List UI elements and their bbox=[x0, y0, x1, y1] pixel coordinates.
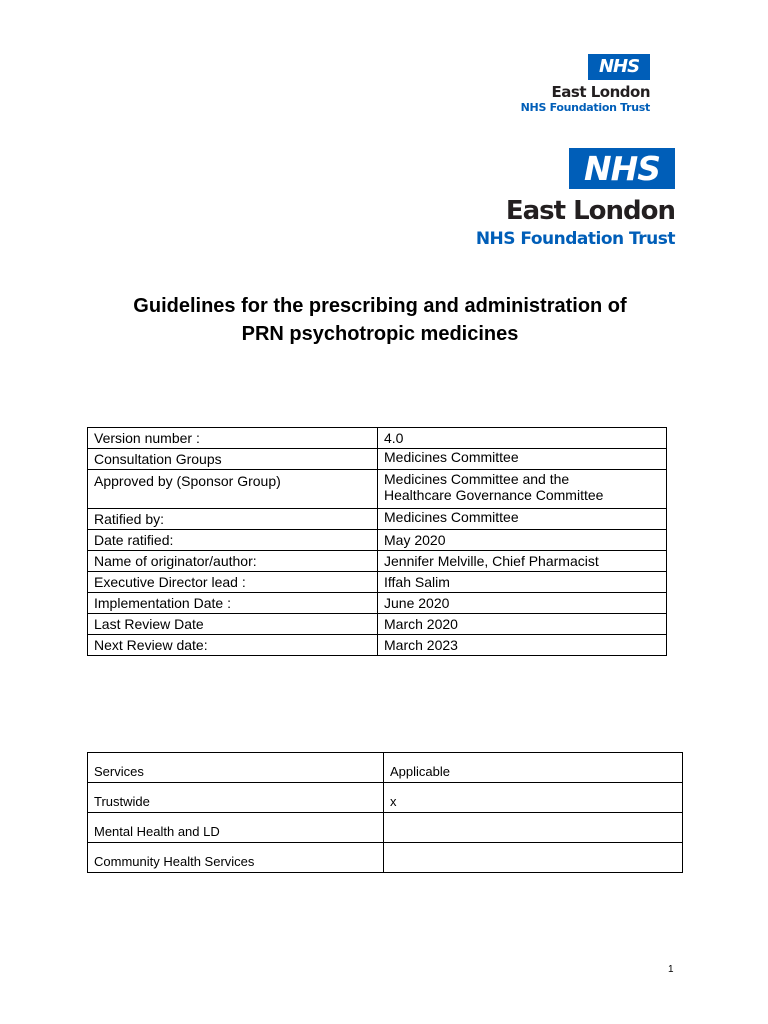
document-title-line-2: PRN psychotropic medicines bbox=[241, 323, 519, 345]
page-number: 1 bbox=[668, 964, 674, 975]
nhs-logo-box: NHS bbox=[569, 148, 675, 189]
table-row bbox=[88, 530, 667, 551]
column-header-applicable: Applicable bbox=[384, 753, 683, 783]
info-value: Iffah Salim bbox=[378, 572, 667, 593]
logo-org-name: East London bbox=[551, 83, 650, 101]
nhs-logo-small bbox=[521, 54, 650, 115]
info-label: Next Review date: bbox=[88, 635, 378, 656]
info-value: May 2020 bbox=[378, 530, 667, 551]
table-row bbox=[88, 783, 683, 813]
table-row bbox=[88, 428, 667, 449]
document-info-table bbox=[87, 427, 667, 656]
info-value bbox=[378, 470, 667, 509]
table-row bbox=[88, 449, 667, 470]
service-name: Community Health Services bbox=[88, 843, 384, 873]
column-header-services: Services bbox=[88, 753, 384, 783]
info-value: March 2020 bbox=[378, 614, 667, 635]
nhs-logo-large bbox=[476, 148, 675, 250]
table-header-row bbox=[88, 753, 683, 783]
info-value: 4.0 bbox=[378, 428, 667, 449]
info-value-line-1: Medicines Committee and the bbox=[384, 471, 570, 487]
table-row bbox=[88, 572, 667, 593]
logo-trust-name: NHS Foundation Trust bbox=[520, 101, 650, 114]
table-row bbox=[88, 635, 667, 656]
logo-org-name: East London bbox=[505, 196, 675, 226]
info-value: June 2020 bbox=[378, 593, 667, 614]
table-row bbox=[88, 551, 667, 572]
table-row bbox=[88, 470, 667, 509]
info-value: March 2023 bbox=[378, 635, 667, 656]
info-label: Name of originator/author: bbox=[88, 551, 378, 572]
info-value: Medicines Committee bbox=[378, 509, 667, 530]
info-value: Jennifer Melville, Chief Pharmacist bbox=[378, 551, 667, 572]
info-label: Executive Director lead : bbox=[88, 572, 378, 593]
document-title bbox=[60, 292, 700, 348]
info-label: Implementation Date : bbox=[88, 593, 378, 614]
info-label: Version number : bbox=[88, 428, 378, 449]
table-row bbox=[88, 509, 667, 530]
info-label: Consultation Groups bbox=[88, 449, 378, 470]
service-applicable bbox=[384, 843, 683, 873]
service-applicable: x bbox=[384, 783, 683, 813]
table-row bbox=[88, 843, 683, 873]
info-value: Medicines Committee bbox=[378, 449, 667, 470]
logo-trust-name: NHS Foundation Trust bbox=[475, 229, 675, 249]
table-row bbox=[88, 593, 667, 614]
service-name: Trustwide bbox=[88, 783, 384, 813]
service-applicable bbox=[384, 813, 683, 843]
info-label: Date ratified: bbox=[88, 530, 378, 551]
table-row bbox=[88, 813, 683, 843]
info-value-line-2: Healthcare Governance Committee bbox=[384, 487, 604, 503]
table-row bbox=[88, 614, 667, 635]
info-label: Ratified by: bbox=[88, 509, 378, 530]
info-label: Last Review Date bbox=[88, 614, 378, 635]
service-name: Mental Health and LD bbox=[88, 813, 384, 843]
nhs-logo-box: NHS bbox=[588, 54, 650, 80]
services-table bbox=[87, 752, 683, 873]
document-title-line-1: Guidelines for the prescribing and administration of bbox=[133, 295, 627, 317]
info-label: Approved by (Sponsor Group) bbox=[88, 470, 378, 509]
